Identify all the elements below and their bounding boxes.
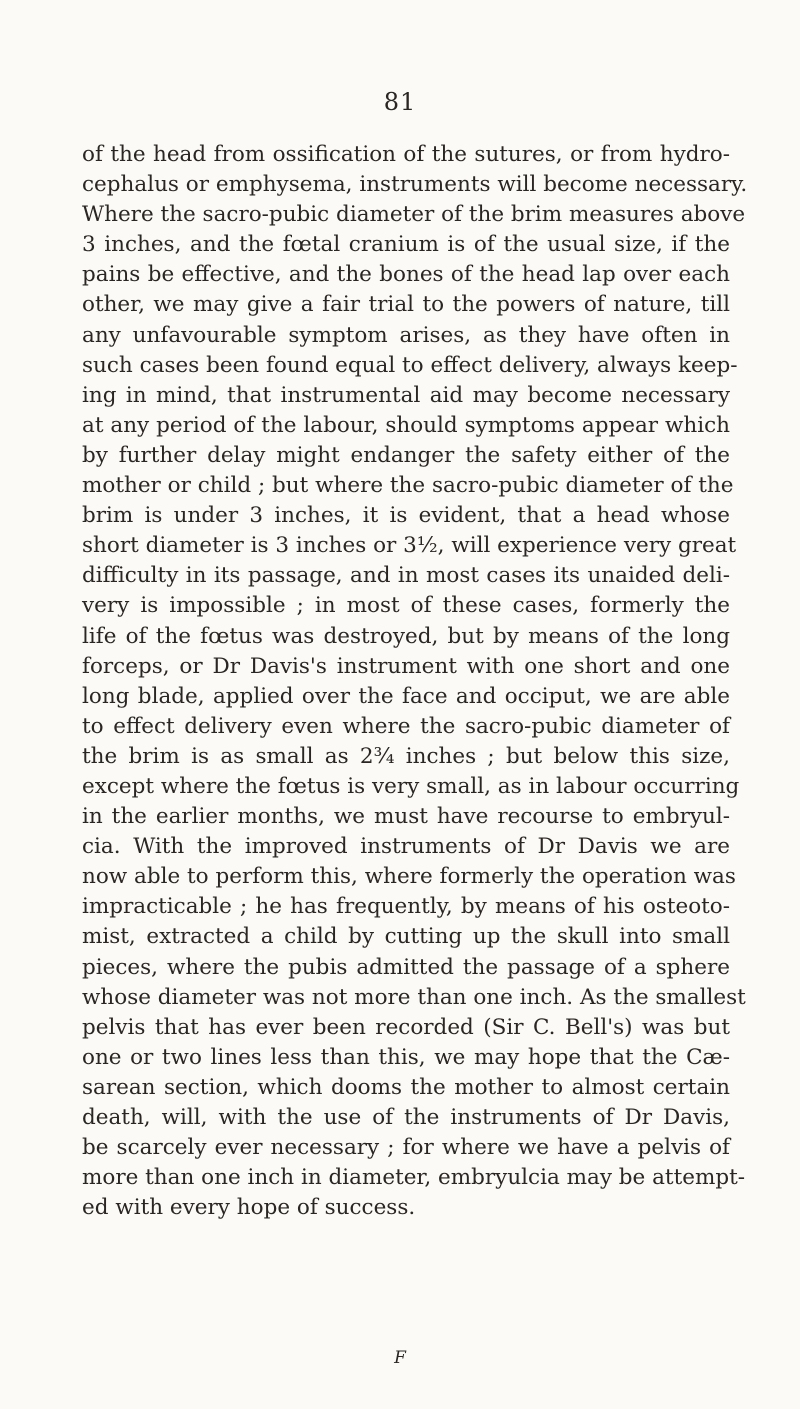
text-line: sarean section, which dooms the mother to almost certain xyxy=(82,1074,730,1100)
text-line: long blade, applied over the face and occiput, we are able xyxy=(82,683,730,709)
text-line: ing in mind, that instrumental aid may become necessary xyxy=(82,382,730,408)
text-line: forceps, or Dr Davis's instrument with one short and one xyxy=(82,653,730,679)
text-line: pelvis that has ever been recorded (Sir C. Bell's) was but xyxy=(82,1014,730,1040)
text-line: mist, extracted a child by cutting up the skull into small xyxy=(82,924,730,950)
text-line: such cases been found equal to effect delivery, always keep- xyxy=(82,352,738,378)
text-line: except where the fœtus is very small, as in labour occurring xyxy=(82,773,740,799)
text-line: 3 inches, and the fœtal cranium is of the usual size, if the xyxy=(82,232,730,258)
text-line: impracticable ; he has frequently, by means of his osteoto- xyxy=(82,894,730,920)
text-line: pains be effective, and the bones of the head lap over each xyxy=(82,262,730,288)
signature-mark: F xyxy=(394,1348,406,1368)
text-line: other, we may give a fair trial to the powers of nature, till xyxy=(82,292,730,318)
text-line: cephalus or emphysema, instruments will become necessary. xyxy=(82,172,748,198)
text-line: at any period of the labour, should symptoms appear which xyxy=(82,412,730,438)
text-line: cia. With the improved instruments of Dr Davis we are xyxy=(82,834,730,860)
text-line: difficulty in its passage, and in most cases its unaided deli- xyxy=(82,563,730,589)
text-line: to effect delivery even where the sacro-pubic diameter of xyxy=(82,713,730,739)
text-line: short diameter is 3 inches or 3½, will experience very great xyxy=(82,533,737,559)
text-line: of the head from ossification of the sutures, or from hydro- xyxy=(82,142,730,167)
text-line: whose diameter was not more than one inch. As the smallest xyxy=(82,984,746,1010)
text-line: the brim is as small as 2¾ inches ; but below this size, xyxy=(82,743,730,769)
text-line: any unfavourable symptom arises, as they have often in xyxy=(82,322,730,348)
text-line: brim is under 3 inches, it is evident, that a head whose xyxy=(82,503,730,529)
text-line: very is impossible ; in most of these cases, formerly the xyxy=(82,593,730,619)
text-line: mother or child ; but where the sacro-pubic diameter of the xyxy=(82,473,734,499)
text-line: in the earlier months, we must have recourse to embryul- xyxy=(82,804,730,830)
text-line: by further delay might endanger the safety either of the xyxy=(82,442,730,468)
page-number: 81 xyxy=(383,88,417,116)
text-line: life of the fœtus was destroyed, but by means of the long xyxy=(82,623,730,649)
text-line: one or two lines less than this, we may hope that the Cæ- xyxy=(82,1044,730,1070)
text-line: more than one inch in diameter, embryulcia may be attempt- xyxy=(82,1165,745,1191)
text-line: be scarcely ever necessary ; for where we have a pelvis of xyxy=(82,1135,730,1161)
text-line: death, will, with the use of the instruments of Dr Davis, xyxy=(82,1105,730,1130)
text-line: ed with every hope of success. xyxy=(82,1195,416,1221)
text-line: Where the sacro-pubic diameter of the brim measures above xyxy=(82,202,746,228)
text-line: now able to perform this, where formerly the operation was xyxy=(82,864,736,890)
body-paragraph xyxy=(82,140,748,1223)
text-line: pieces, where the pubis admitted the passage of a sphere xyxy=(82,954,730,980)
